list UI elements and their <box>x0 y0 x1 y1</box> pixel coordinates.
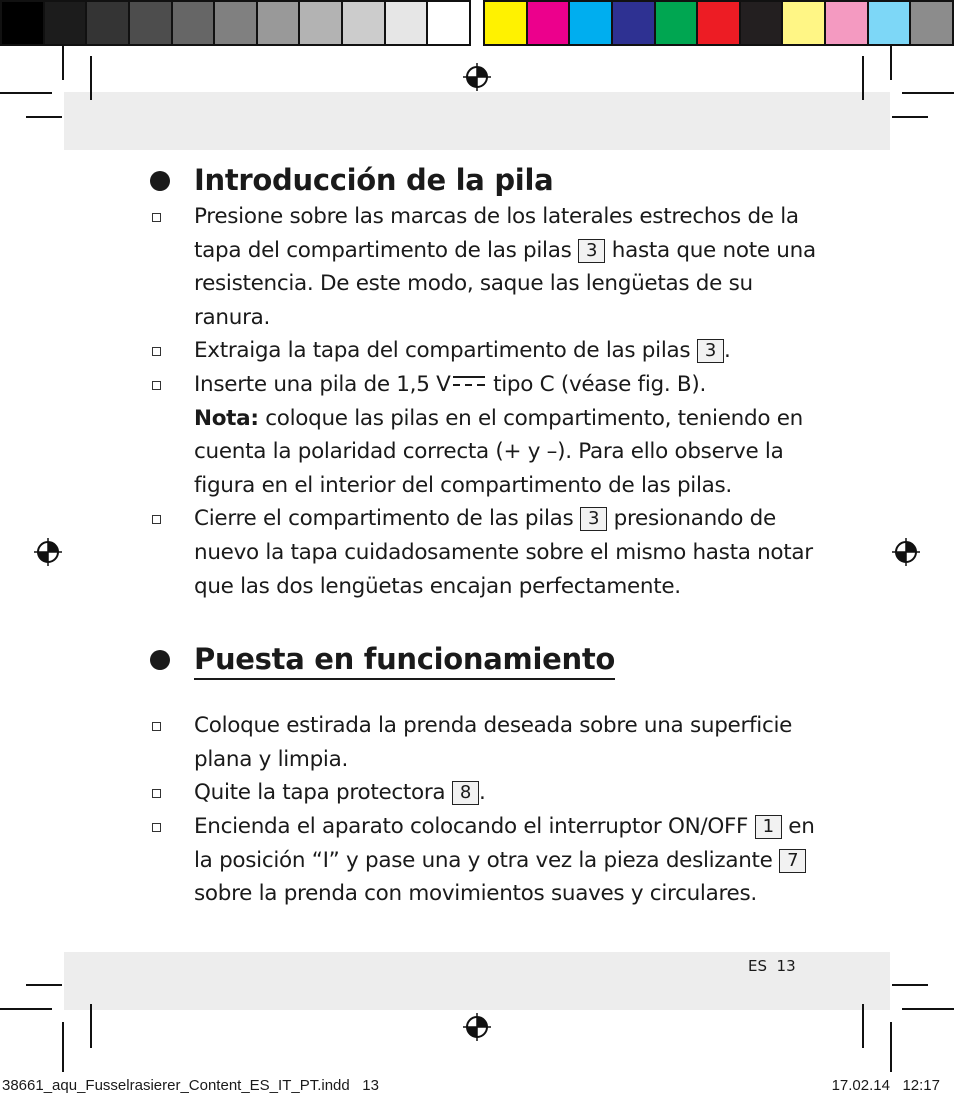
page-number: ES 13 <box>748 957 796 975</box>
part-reference-number: 3 <box>580 507 607 531</box>
part-reference-number: 8 <box>452 781 479 805</box>
registration-mark-icon <box>34 538 62 566</box>
part-reference-number: 3 <box>697 339 724 363</box>
instruction-text: Quite la tapa protectora <box>194 780 452 806</box>
section-title: Introducción de la pila <box>194 163 554 197</box>
color-swatch <box>698 2 741 44</box>
checkbox-square-icon <box>152 823 161 832</box>
color-swatch <box>613 2 656 44</box>
instruction-text: sobre la prenda con movimientos suaves y circulares. <box>194 881 757 907</box>
page-content <box>148 160 828 911</box>
gray-swatch <box>87 2 130 44</box>
registration-mark-icon <box>892 538 920 566</box>
instruction-text: Inserte una pila de 1,5 V <box>194 371 451 397</box>
instruction-text: en la posición “I” y pase una y otra vez la pieza deslizante <box>194 813 815 873</box>
instruction-text: tipo C (véase fig. B). <box>486 371 706 397</box>
color-swatch <box>528 2 571 44</box>
instruction-text: . <box>479 780 486 806</box>
list-item <box>148 776 828 810</box>
color-swatch <box>656 2 699 44</box>
note-label: Nota: <box>194 405 259 431</box>
instruction-text: Presione sobre las marcas de los laterales estrechos de la tapa del compartimento de las pilas <box>194 204 799 263</box>
print-datetime: 17.02.14 12:17 <box>831 1077 940 1094</box>
direct-current-icon <box>453 376 485 388</box>
gray-swatch <box>173 2 216 44</box>
instruction-text: presionando de nuevo la tapa cuidadosamente sobre el mismo hasta notar que las dos lengüetas encajan perfectamente. <box>194 506 813 599</box>
gray-swatch <box>215 2 258 44</box>
instruction-text: Extraiga la tapa del compartimento de las pilas <box>194 338 697 364</box>
color-swatch <box>485 2 528 44</box>
color-swatch <box>741 2 784 44</box>
part-reference-number: 7 <box>779 849 806 873</box>
gray-swatch <box>2 2 45 44</box>
color-swatch <box>570 2 613 44</box>
color-swatch <box>783 2 826 44</box>
registration-mark-icon <box>463 63 491 91</box>
section-heading <box>148 160 828 200</box>
section-title: Puesta en funcionamiento <box>194 642 615 680</box>
gray-swatch <box>45 2 88 44</box>
checkbox-square-icon <box>152 213 161 222</box>
section-heading <box>148 639 828 679</box>
list-item <box>148 368 828 502</box>
list-item <box>148 334 828 368</box>
top-page-band <box>64 92 890 150</box>
instruction-text: Coloque estirada la prenda deseada sobre una superficie plana y limpia. <box>194 713 793 772</box>
instruction-text: coloque las pilas en el compartimento, teniendo en cuenta la polaridad correcta (+ y –). Para ello observe la figura en el interior del compartimento de las pilas. <box>194 405 803 498</box>
section-battery-insertion <box>148 160 828 603</box>
section-operation <box>148 639 828 911</box>
color-swatch <box>911 2 952 44</box>
gray-swatch <box>428 2 469 44</box>
gray-calibration-bar <box>0 0 471 46</box>
bullet-dot-icon <box>150 171 170 191</box>
color-swatch <box>869 2 912 44</box>
list-item <box>148 810 828 911</box>
part-reference-number: 3 <box>578 239 605 263</box>
list-item <box>148 502 828 603</box>
checkbox-square-icon <box>152 789 161 798</box>
instruction-text: Encienda el aparato colocando el interruptor ON/OFF <box>194 813 755 839</box>
color-swatch <box>826 2 869 44</box>
gray-swatch <box>343 2 386 44</box>
gray-swatch <box>258 2 301 44</box>
gray-swatch <box>130 2 173 44</box>
list-item <box>148 709 828 776</box>
list-item <box>148 200 828 334</box>
checkbox-square-icon <box>152 722 161 731</box>
instruction-list <box>148 709 828 911</box>
instruction-text: . <box>723 338 731 364</box>
instruction-text: hasta que note una resistencia. De este modo, saque las lengüetas de su ranura. <box>194 237 816 330</box>
color-calibration-bar <box>483 0 954 46</box>
instruction-list <box>148 200 828 603</box>
instruction-text: Cierre el compartimento de las pilas <box>194 506 580 532</box>
file-slug: 38661_aqu_Fusselrasierer_Content_ES_IT_PT.indd 13 <box>2 1077 379 1094</box>
gray-swatch <box>386 2 429 44</box>
gray-swatch <box>300 2 343 44</box>
checkbox-square-icon <box>152 515 161 524</box>
checkbox-square-icon <box>152 347 161 356</box>
bullet-dot-icon <box>150 650 170 670</box>
part-reference-number: 1 <box>755 815 782 839</box>
checkbox-square-icon <box>152 381 161 390</box>
registration-mark-icon <box>463 1013 491 1041</box>
